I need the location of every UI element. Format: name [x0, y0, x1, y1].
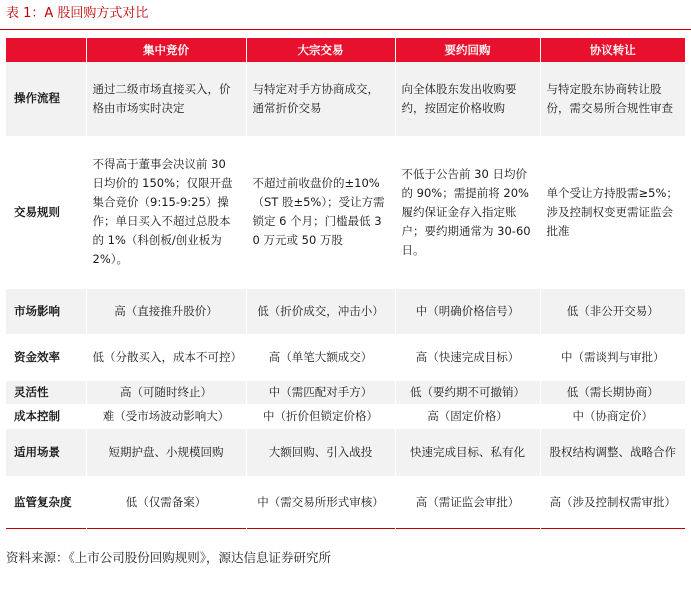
row-label: 成本控制: [6, 404, 86, 428]
table-cell: 高（需证监会审批）: [395, 476, 540, 528]
table-cell: 中（折价但锁定价格）: [246, 404, 395, 428]
table-cell: 中（需匹配对手方）: [246, 380, 395, 404]
table-cell: 低（折价成交，冲击小）: [246, 288, 395, 334]
buyback-comparison-table: [6, 38, 685, 529]
table-cell: 股权结构调整、战略合作: [540, 428, 685, 476]
table-cell: 通过二级市场直接买入，价格由市场实时决定: [86, 62, 246, 136]
table-cell: 单个受让方持股需≥5%；涉及控制权变更需证监会批准: [540, 136, 685, 288]
table-cell: 高（可随时终止）: [86, 380, 246, 404]
table-cell: 高（固定价格）: [395, 404, 540, 428]
table-cell: 低（要约期不可撤销）: [395, 380, 540, 404]
table-cell: 大额回购、引入战投: [246, 428, 395, 476]
header-corner: [6, 38, 86, 62]
table-cell: 快速完成目标、私有化: [395, 428, 540, 476]
table-cell: 高（单笔大额成交）: [246, 334, 395, 380]
table-title: 表 1：A 股回购方式对比: [6, 6, 149, 21]
table-cell: 不得高于董事会决议前 30 日均价的 150%；仅限开盘集合竞价（9:15-9:25）操作；单日买入不超过总股本的 1%（科创板/创业板为 2%）。: [86, 136, 246, 288]
source-note: 资料来源：《上市公司股份回购规则》，源达信息证券研究所: [6, 550, 332, 565]
row-label: 交易规则: [6, 136, 86, 288]
row-use-cases: [6, 428, 685, 476]
row-label: 市场影响: [6, 288, 86, 334]
table-cell: 不低于公告前 30 日均价的 90%；需提前将 20%履约保证金存入指定账户；要约期通常为 30-60 日。: [395, 136, 540, 288]
table-cell: 高（快速完成目标）: [395, 334, 540, 380]
table-cell: 中（协商定价）: [540, 404, 685, 428]
row-rules: [6, 136, 685, 288]
table-cell: 高（涉及控制权需审批）: [540, 476, 685, 528]
table-cell: 低（仅需备案）: [86, 476, 246, 528]
table-cell: 向全体股东发出收购要约，按固定价格收购: [395, 62, 540, 136]
row-label: 资金效率: [6, 334, 86, 380]
row-label: 监管复杂度: [6, 476, 86, 528]
row-market-impact: [6, 288, 685, 334]
row-capital-efficiency: [6, 334, 685, 380]
table-cell: 低（分散买入，成本不可控）: [86, 334, 246, 380]
table-cell: 难（受市场波动影响大）: [86, 404, 246, 428]
table-cell: 不超过前收盘价的±10%（ST 股±5%）；受让方需锁定 6 个月；门槛最低 30 万元或 50 万股: [246, 136, 395, 288]
row-label: 灵活性: [6, 380, 86, 404]
row-process: [6, 62, 685, 136]
header-centralized-bidding: 集中竞价: [86, 38, 246, 62]
header-row: [6, 38, 685, 62]
table-cell: 低（非公开交易）: [540, 288, 685, 334]
table-cell: 与特定股东协商转让股份，需交易所合规性审查: [540, 62, 685, 136]
title-divider: [0, 29, 691, 30]
header-tender-offer: 要约回购: [395, 38, 540, 62]
row-cost-control: [6, 404, 685, 428]
row-label: 操作流程: [6, 62, 86, 136]
row-label: 适用场景: [6, 428, 86, 476]
table-cell: 中（需交易所形式审核）: [246, 476, 395, 528]
row-flexibility: [6, 380, 685, 404]
table-cell: 与特定对手方协商成交，通常折价交易: [246, 62, 395, 136]
table-cell: 中（需谈判与审批）: [540, 334, 685, 380]
header-agreement-transfer: 协议转让: [540, 38, 685, 62]
table-cell: 低（需长期协商）: [540, 380, 685, 404]
row-regulatory-complexity: [6, 476, 685, 528]
table-cell: 高（直接推升股价）: [86, 288, 246, 334]
table-cell: 中（明确价格信号）: [395, 288, 540, 334]
table-cell: 短期护盘、小规模回购: [86, 428, 246, 476]
header-block-trade: 大宗交易: [246, 38, 395, 62]
